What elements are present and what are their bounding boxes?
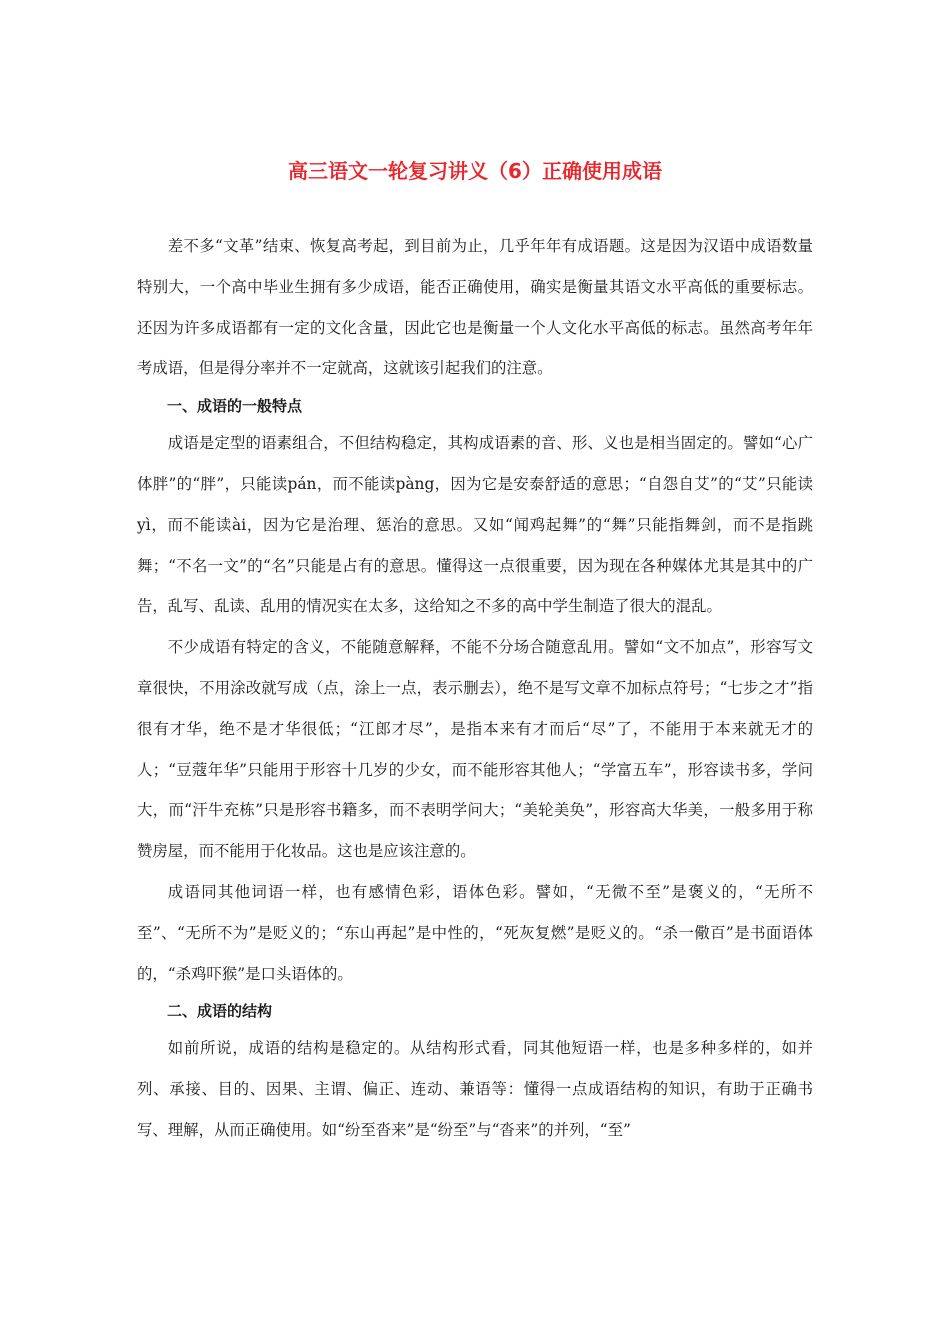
body-paragraph: 如前所说，成语的结构是稳定的。从结构形式看，同其他短语一样，也是多种多样的，如并列、承接、目的、因果、主谓、偏正、连动、兼语等：懂得一点成语结构的知识，有助于正确书写、理解，从而正确使用。如“纷至沓来”是“纷至”与“沓来”的并列，“至”: [137, 1039, 813, 1139]
intro-paragraph: 差不多“文革”结束、恢复高考起，到目前为止，几乎年年有成语题。这是因为汉语中成语数量特别大，一个高中毕业生拥有多少成语，能否正确使用，确实是衡量其语文水平高低的重要标志。还因为许多成语都有一定的文化含量，因此它也是衡量一个人文化水平高低的标志。虽然高考年年考成语，但是得分率并不一定就高，这就该引起我们的注意。: [137, 237, 813, 378]
section-heading: 一、成语的一般特点: [167, 397, 303, 416]
document-title: 高三语文一轮复习讲义（6）正确使用成语: [288, 159, 662, 183]
body-paragraph: 成语同其他词语一样，也有感情色彩，语体色彩。譬如，“无微不至”是褒义的，“无所不至”、“无所不为”是贬义的；“东山再起”是中性的，“死灰复燃”是贬义的。“杀一儆百”是书面语体的，“杀鸡吓猴”是口头语体的。: [137, 882, 813, 983]
body-paragraph: 不少成语有特定的含义，不能随意解释，不能不分场合随意乱用。譬如“文不加点”，形容写文章很快，不用涂改就写成（点，涂上一点，表示删去），绝不是写文章不加标点符号；“七步之才”指很有才华，绝不是才华很低；“江郎才尽”，是指本来有才而后“尽”了，不能用于本来就无才的人；“豆蔻年华”只能用于形容十几岁的少女，而不能形容其他人；“学富五车”，形容读书多，学问大，而“汗牛充栋”只是形容书籍多，而不表明学问大；“美轮美奂”，形容高大华美，一般多用于称赞房屋，而不能用于化妆品。这也是应该注意的。: [137, 638, 813, 861]
document-body: [137, 226, 813, 1151]
body-paragraph: 成语是定型的语素组合，不但结构稳定，其构成语素的音、形、义也是相当固定的。譬如“心广体胖”的“胖”，只能读pán，而不能读pàng，因为它是安泰舒适的意思；“自怨自艾”的“艾”只能读yì，而不能读ài，因为它是治理、惩治的意思。又如“闻鸡起舞”的“舞”只能指舞剑，而不是指跳舞；“不名一文”的“名”只能是占有的意思。懂得这一点很重要，因为现在各种媒体尤其是其中的广告，乱写、乱读、乱用的情况实在太多，这给知之不多的高中学生制造了很大的混乱。: [137, 434, 813, 616]
section-heading: 二、成语的结构: [167, 1002, 273, 1021]
